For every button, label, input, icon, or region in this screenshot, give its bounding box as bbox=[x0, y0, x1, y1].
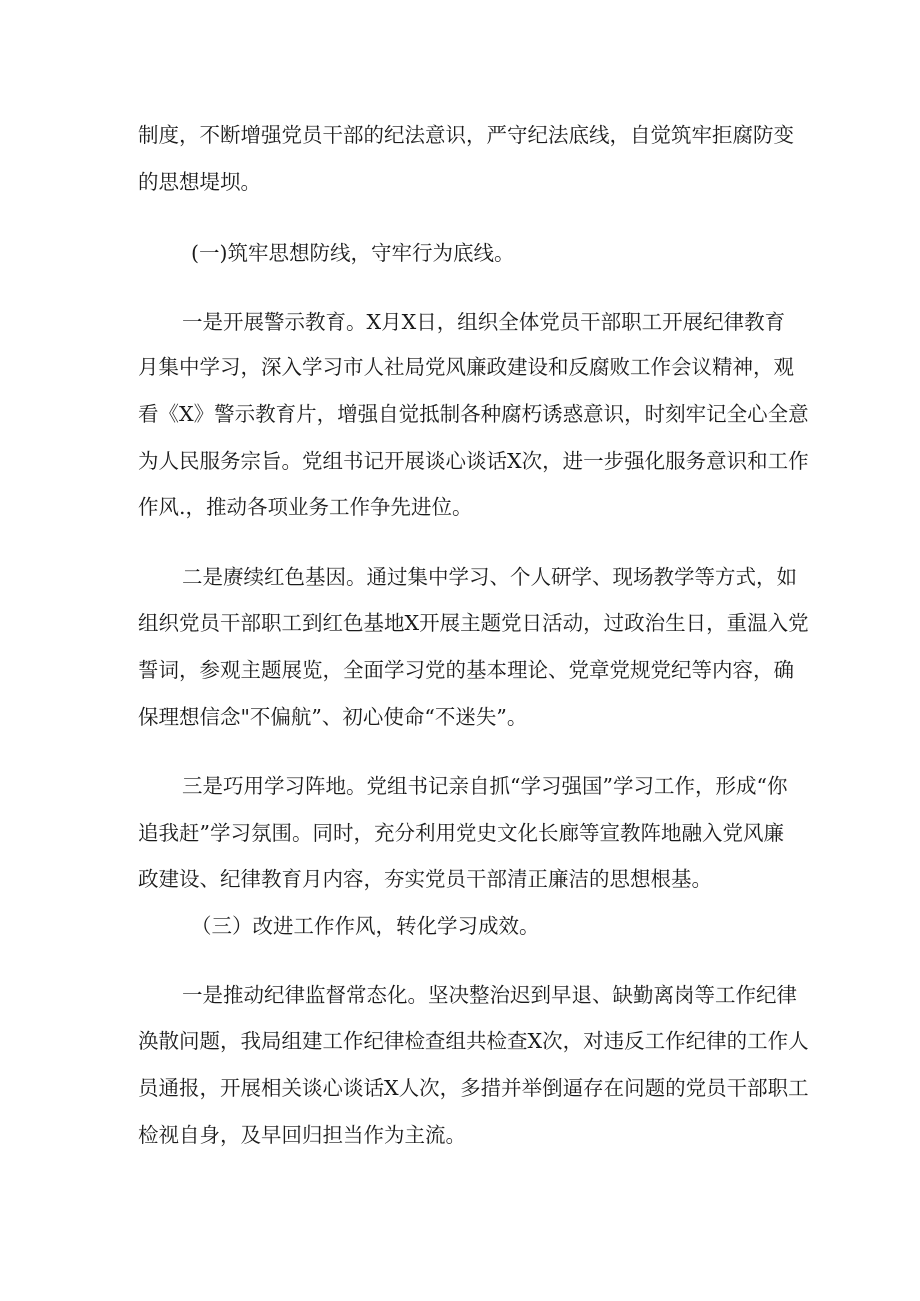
paragraph-line: 员通报，开展相关谈心谈话X人次，多措并举倒逼存在问题的党员干部职工 bbox=[138, 1076, 809, 1100]
section-heading-3: （三）改进工作作风，转化学习成效。 bbox=[191, 914, 540, 938]
paragraph-line: 誓词，参观主题展览，全面学习党的基本理论、党章党规党纪等内容，确 bbox=[138, 658, 794, 682]
paragraph-line: 追我赶”学习氛围。同时，充分利用党史文化长廊等宣教阵地融入党风廉 bbox=[138, 821, 784, 845]
paragraph-line: 涣散问题，我局组建工作纪律检查组共检查X次，对违反工作纪律的工作人 bbox=[138, 1029, 809, 1053]
paragraph-line: 月集中学习，深入学习市人社局党风廉政建设和反腐败工作会议精神，观 bbox=[138, 355, 794, 379]
paragraph-line: 检视自身，及早回归担当作为主流。 bbox=[138, 1123, 466, 1147]
paragraph-line: 一是开展警示教育。X月X日，组织全体党员干部职工开展纪律教育 bbox=[182, 310, 786, 334]
paragraph-line: 为人民服务宗旨。党组书记开展谈心谈话X次，进一步强化服务意识和工作 bbox=[138, 449, 809, 473]
paragraph-line: 保理想信念"不偏航”、初心使命“不迷失”。 bbox=[138, 705, 528, 729]
intro-line: 的思想堤坝。 bbox=[138, 170, 261, 194]
intro-line: 制度，不断增强党员干部的纪法意识，严守纪法底线，自觉筑牢拒腐防变 bbox=[138, 123, 794, 147]
paragraph-line: 作风.，推动各项业务工作争先进位。 bbox=[138, 495, 473, 519]
paragraph-line: 看《X》警示教育片，增强自觉抵制各种腐朽诱惑意识，时刻牢记全心全意 bbox=[138, 402, 809, 426]
paragraph-line: 一是推动纪律监督常态化。坚决整治迟到早退、缺勤离岗等工作纪律 bbox=[182, 983, 797, 1007]
section-heading-1: (一)筑牢思想防线，守牢行为底线。 bbox=[191, 241, 515, 265]
paragraph-line: 组织党员干部职工到红色基地X开展主题党日活动，过政治生日，重温入党 bbox=[138, 611, 809, 635]
paragraph-line: 三是巧用学习阵地。党组书记亲自抓“学习强国”学习工作，形成“你 bbox=[182, 774, 788, 798]
paragraph-line: 二是赓续红色基因。通过集中学习、个人研学、现场教学等方式，如 bbox=[182, 565, 797, 589]
paragraph-line: 政建设、纪律教育月内容，夯实党员干部清正廉洁的思想根基。 bbox=[138, 867, 712, 891]
